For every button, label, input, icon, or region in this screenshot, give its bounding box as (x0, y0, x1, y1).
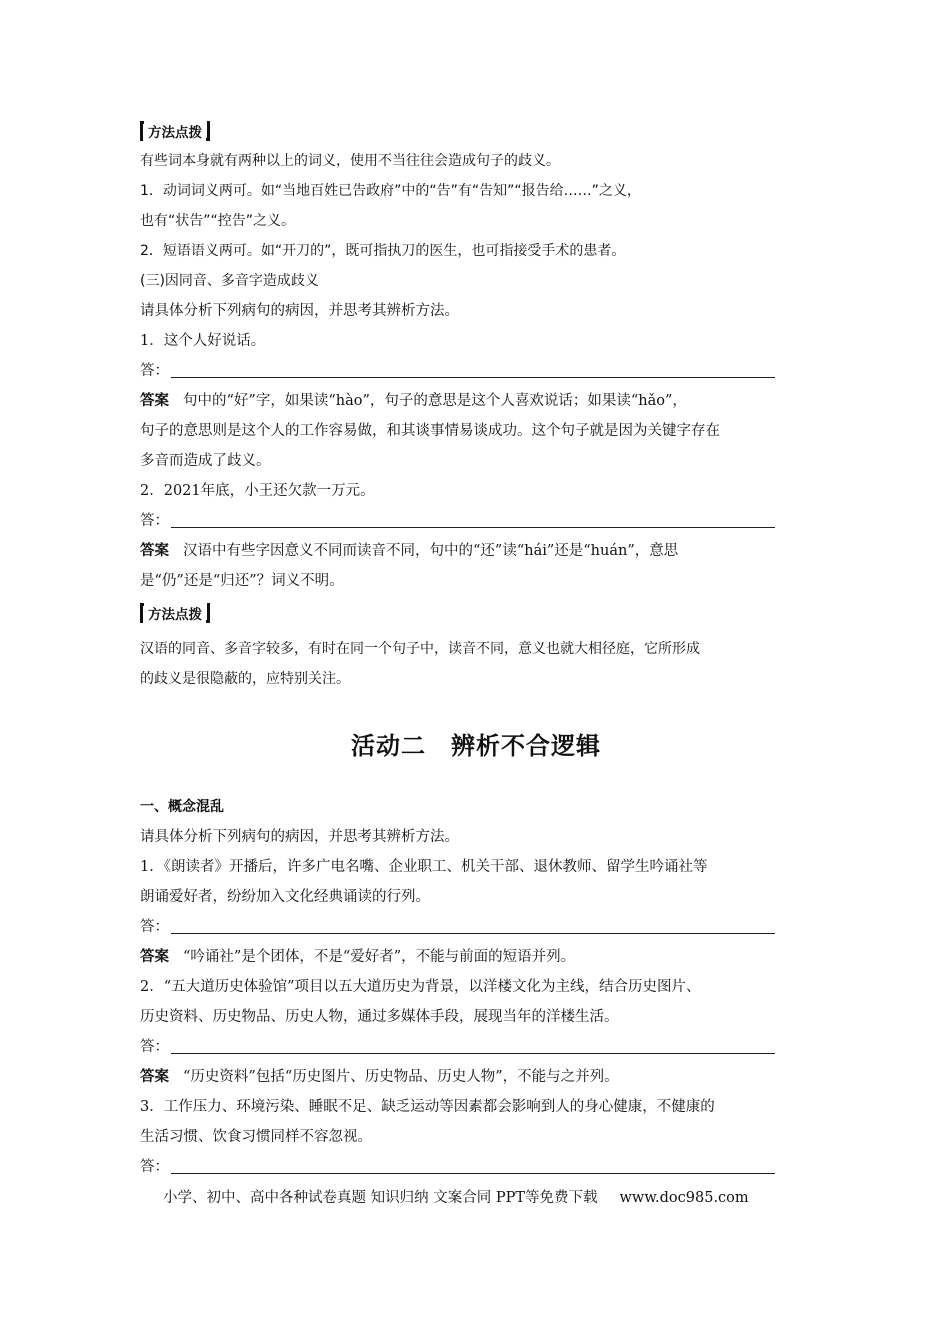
question-2: 历史资料、历史物品、历史人物，通过多媒体手段，展现当年的洋楼生活。 (140, 1009, 619, 1025)
section-intro: 请具体分析下列病句的病因，并思考其辨析方法。 (140, 829, 459, 845)
answer-blank[interactable] (140, 912, 812, 942)
answer-text: “历史资料”包括“历史图片、历史物品、历史人物”，不能与之并列。 (183, 1069, 619, 1085)
answer-line (171, 527, 775, 528)
question-2: 2．2021年底，小王还欠款一万元。 (140, 483, 375, 499)
answer-label: 答案 (140, 543, 169, 559)
footer-text: 小学、初中、高中各种试卷真题 知识归纳 文案合同 PPT等免费下载 (163, 1190, 598, 1206)
answer-text: 是“仍”还是“归还”？词义不明。 (140, 573, 344, 589)
bracket-right-icon (206, 603, 210, 623)
method-tip-label (140, 598, 812, 628)
tip-line: 有些词本身就有两种以上的词义，使用不当往往会造成句子的歧义。 (140, 153, 560, 169)
bracket-right-icon (206, 121, 210, 141)
subsection-title: 一、概念混乱 (140, 799, 224, 815)
question-3: 生活习惯、饮食习惯同样不容忽视。 (140, 1129, 372, 1145)
answer-prompt: 答： (140, 363, 169, 379)
answer-text: 汉语中有些字因意义不同而读音不同，句中的“还”读“hái”还是“huán”，意思 (183, 543, 679, 559)
answer-line-text (140, 1062, 812, 1092)
page-footer (163, 1186, 749, 1207)
method-tip-text: 方法点拨 (148, 125, 202, 141)
answer-label: 答案 (140, 949, 169, 965)
tip-line: 1．动词词义两可。如“当地百姓已告政府”中的“告”有“告知”“报告给……”之义， (140, 183, 641, 199)
question-1: 朗诵爱好者，纷纷加入文化经典诵读的行列。 (140, 889, 430, 905)
activity-heading: 活动二 辨析不合逻辑 (351, 732, 601, 760)
answer-line-text (140, 942, 812, 972)
question-2: 2．“五大道历史体验馆”项目以五大道历史为背景，以洋楼文化为主线，结合历史图片、 (140, 979, 701, 995)
answer-line (171, 1053, 775, 1054)
answer-text: “吟诵社”是个团体，不是“爱好者”，不能与前面的短语并列。 (183, 949, 576, 965)
method-tip-label (140, 116, 812, 146)
answer-blank[interactable] (140, 1152, 812, 1182)
answer-prompt: 答： (140, 1159, 169, 1175)
answer-prompt: 答： (140, 513, 169, 529)
answer-text: 句子的意思则是这个人的工作容易做，和其谈事情易谈成功。这个句子就是因为关键字存在 (140, 423, 720, 439)
answer-line (171, 377, 775, 378)
answer-blank[interactable] (140, 1032, 812, 1062)
section-intro: 请具体分析下列病句的病因，并思考其辨析方法。 (140, 303, 459, 319)
tip-line: 的歧义是很隐蔽的，应特别关注。 (140, 671, 350, 687)
tip-line: 汉语的同音、多音字较多，有时在同一个句子中，读音不同，意义也就大相径庭，它所形成 (140, 641, 700, 657)
answer-line-text (140, 536, 812, 566)
footer-url[interactable]: www.doc985.com (619, 1190, 749, 1206)
answer-text: 句中的“好”字，如果读“hào”，句子的意思是这个人喜欢说话；如果读“hǎo”， (183, 393, 687, 409)
content-area (140, 114, 812, 1182)
question-1: 1．《朗读者》开播后，许多广电名嘴、企业职工、机关干部、退休教师、留学生吟诵社等 (140, 859, 708, 875)
answer-label: 答案 (140, 1069, 169, 1085)
question-3: 3．工作压力、环境污染、睡眠不足、缺乏运动等因素都会影响到人的身心健康，不健康的 (140, 1099, 715, 1115)
answer-blank[interactable] (140, 506, 812, 536)
answer-line (171, 1173, 775, 1174)
answer-prompt: 答： (140, 1039, 169, 1055)
answer-line-text (140, 386, 812, 416)
answer-text: 多音而造成了歧义。 (140, 453, 271, 469)
answer-blank[interactable] (140, 356, 812, 386)
method-tip-text: 方法点拨 (148, 607, 202, 623)
answer-line (171, 933, 775, 934)
answer-label: 答案 (140, 393, 169, 409)
tip-line: 2．短语语义两可。如“开刀的”，既可指执刀的医生，也可指接受手术的患者。 (140, 243, 626, 259)
tip-line: 也有“状告”“控告”之义。 (140, 213, 296, 229)
section-title: (三)因同音、多音字造成歧义 (140, 273, 319, 289)
answer-prompt: 答： (140, 919, 169, 935)
question-1: 1．这个人好说话。 (140, 333, 266, 349)
